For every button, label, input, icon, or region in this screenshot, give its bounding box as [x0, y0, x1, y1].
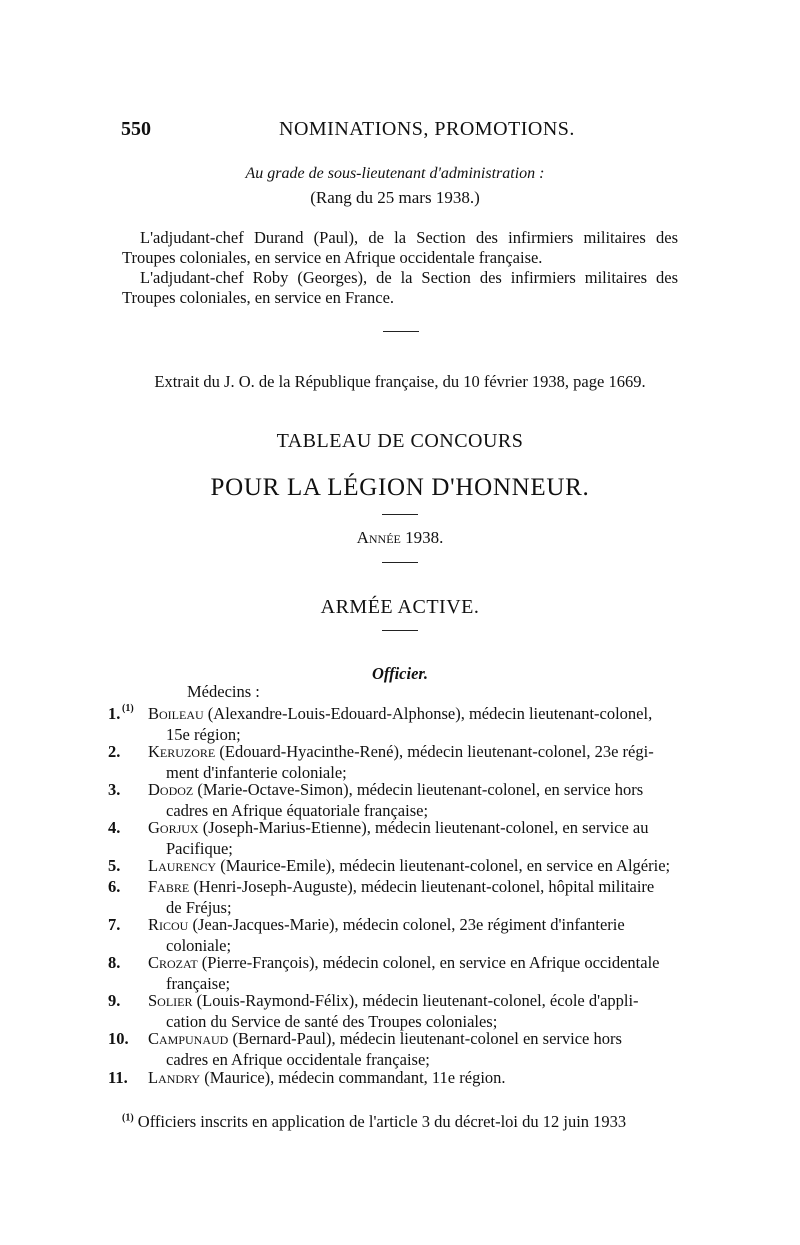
entry-text: (Joseph-Marius-Etienne), médecin lieutenant-colonel, en service au: [202, 818, 649, 837]
running-title: NOMINATIONS, PROMOTIONS.: [279, 118, 575, 140]
list-item: [108, 952, 678, 994]
separator-rule: [382, 562, 418, 563]
entry-text: (Jean-Jacques-Marie), médecin colonel, 23e régiment d'infanterie: [192, 915, 625, 934]
entry-name: Solier: [148, 991, 193, 1010]
entry-name: Laurency: [148, 856, 217, 875]
entry-name: Campunaud: [148, 1029, 229, 1048]
entry-number: 1.: [108, 704, 121, 723]
title-tableau: TABLEAU DE CONCOURS: [276, 430, 524, 452]
list-item: [108, 703, 678, 745]
entry-text: (Maurice), médecin commandant, 11e région.: [204, 1068, 506, 1087]
entry-continuation: 15e région;: [166, 725, 241, 744]
list-item: [108, 1028, 678, 1070]
promotion-paragraph-1: L'adjudant-chef Durand (Paul), de la Section des infirmiers militaires des Troupes coloniales, en service en Afrique occidentale française.: [122, 228, 678, 267]
entry-text: (Marie-Octave-Simon), médecin lieutenant-colonel, en service hors: [197, 780, 644, 799]
list-item: [108, 1067, 678, 1088]
entry-name: Ricou: [148, 915, 189, 934]
entry-number: 10.: [108, 1029, 129, 1048]
entry-number: 2.: [108, 742, 121, 761]
footnote-text: Officiers inscrits en application de l'article 3 du décret-loi du 12 juin 1933: [137, 1112, 627, 1131]
entry-number: 3.: [108, 780, 121, 799]
entry-text: (Alexandre-Louis-Edouard-Alphonse), médecin lieutenant-colonel,: [207, 704, 653, 723]
category-heading: Médecins :: [187, 682, 260, 701]
list-item: [108, 876, 678, 918]
entry-continuation: française;: [166, 974, 231, 993]
entry-number: 5.: [108, 856, 121, 875]
list-item: [108, 855, 678, 876]
entry-continuation: coloniale;: [166, 936, 232, 955]
year-heading: Année 1938.: [356, 528, 444, 547]
entry-continuation: cadres en Afrique occidentale française;: [166, 1050, 430, 1069]
page-header: [121, 118, 681, 146]
entry-text: (Pierre-François), médecin colonel, en service en Afrique occidentale: [201, 953, 660, 972]
entry-continuation: cation du Service de santé des Troupes coloniales;: [166, 1012, 498, 1031]
separator-rule: [382, 514, 418, 515]
section-heading: ARMÉE ACTIVE.: [320, 596, 480, 618]
entry-name: Boileau: [148, 704, 204, 723]
entry-name: Landry: [148, 1068, 201, 1087]
page-number: 550: [121, 118, 151, 140]
entry-text: (Louis-Raymond-Félix), médecin lieutenant-colonel, école d'appli-: [196, 991, 639, 1010]
entry-number: 6.: [108, 877, 121, 896]
entry-name: Dodoz: [148, 780, 194, 799]
footnote-marker: (1): [122, 703, 134, 714]
footnote: [122, 1112, 682, 1132]
entry-name: Fabre: [148, 877, 190, 896]
entry-name: Crozat: [148, 953, 198, 972]
separator-rule: [382, 630, 418, 631]
entry-text: (Henri-Joseph-Auguste), médecin lieutenant-colonel, hôpital militaire: [193, 877, 655, 896]
rank-date: (Rang du 25 mars 1938.): [310, 188, 480, 207]
list-item: [108, 741, 678, 783]
list-item: [108, 914, 678, 956]
separator-rule: [383, 331, 419, 332]
entry-continuation: Pacifique;: [166, 839, 233, 858]
list-item: [108, 779, 678, 821]
promotion-paragraph-2: L'adjudant-chef Roby (Georges), de la Section des infirmiers militaires des Troupes coloniales, en service en France.: [122, 268, 678, 307]
extract-line: Extrait du J. O. de la République française, du 10 février 1938, page 1669.: [154, 372, 646, 391]
list-item: [108, 990, 678, 1032]
list-item: [108, 817, 678, 859]
footnote-mark: (1): [122, 1112, 134, 1124]
entry-number: 4.: [108, 818, 121, 837]
entry-text: (Edouard-Hyacinthe-René), médecin lieutenant-colonel, 23e régi-: [219, 742, 654, 761]
entry-name: Gorjux: [148, 818, 199, 837]
entry-continuation: cadres en Afrique équatoriale française;: [166, 801, 429, 820]
entry-text: (Bernard-Paul), médecin lieutenant-colonel en service hors: [232, 1029, 622, 1048]
entry-continuation: de Fréjus;: [166, 898, 232, 917]
entry-name: Keruzore: [148, 742, 216, 761]
entry-number: 9.: [108, 991, 121, 1010]
subsection-heading: Officier.: [371, 664, 429, 683]
entry-continuation: ment d'infanterie coloniale;: [166, 763, 347, 782]
grade-line: Au grade de sous-lieutenant d'administration :: [245, 165, 545, 182]
entry-number: 8.: [108, 953, 121, 972]
entry-number: 11.: [108, 1068, 128, 1087]
title-legion: POUR LA LÉGION D'HONNEUR.: [210, 474, 590, 501]
entry-text: (Maurice-Emile), médecin lieutenant-colonel, en service en Algérie;: [220, 856, 671, 875]
entry-number: 7.: [108, 915, 121, 934]
